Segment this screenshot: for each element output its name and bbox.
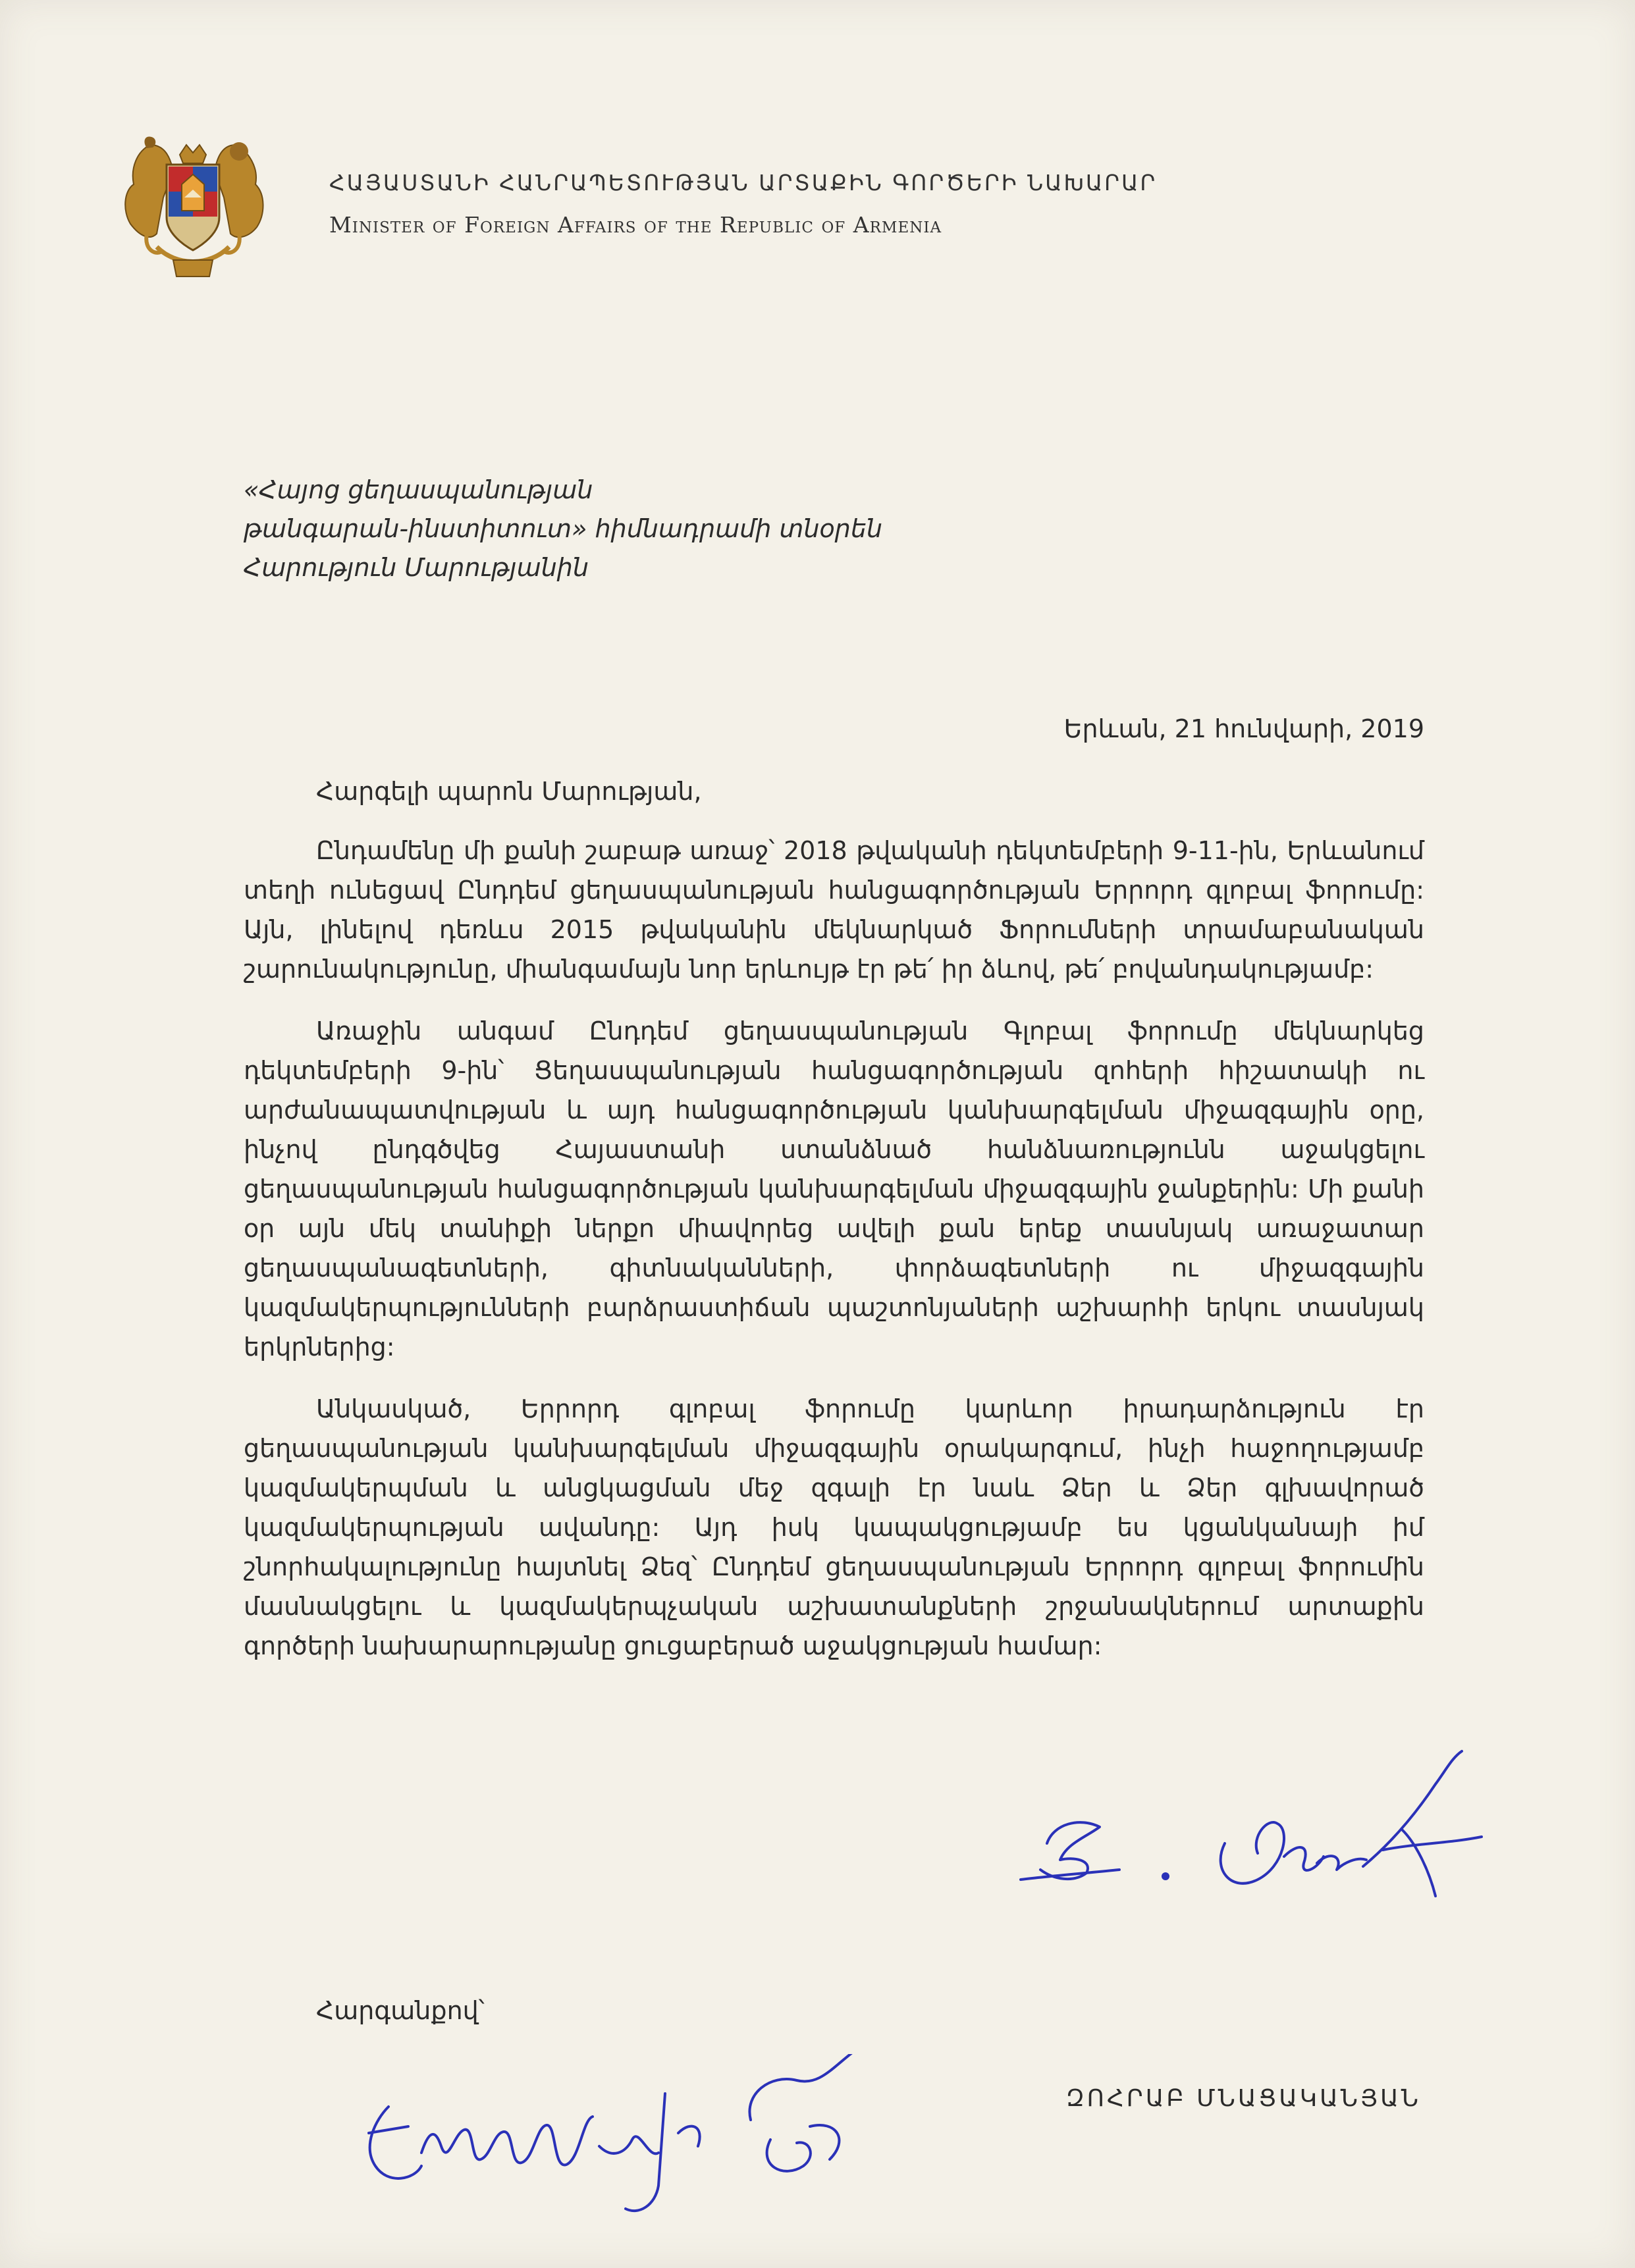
closing: Հարգանքով՝ [316, 1996, 485, 2025]
salutation: Հարգելի պարոն Մարության, [316, 777, 702, 806]
addressee-block [244, 471, 882, 587]
minister-signature [1007, 1745, 1521, 1916]
letter-date: Երևան, 21 հունվարի, 2019 [1063, 714, 1424, 743]
addressee-line: թանգարան-ինստիտուտ» հիմնադրամի տնօրեն [244, 514, 883, 543]
letterhead-armenian: ՀԱՅԱՍՏԱՆԻ ՀԱՆՐԱՊԵՏՈՒԹՅԱՆ ԱՐՏԱՔԻՆ ԳՈՐԾԵՐԻ ՆԱԽԱՐԱՐ [329, 170, 1158, 196]
letterhead-english: Minister of Foreign Affairs of the Republic of Armenia [329, 212, 942, 238]
paragraph: Առաջին անգամ Ընդդեմ ցեղասպանության Գլոբալ ֆորումը մեկնարկեց դեկտեմբերի 9-ին՝ Ցեղասպանության հանցագործության զոհերի հիշատակի ու արժանապատվության և այդ հանցագործության կանխարգելման միջազգային օրը, ինչով ընդգծվեց Հայաստանի ստանձնած հանձնառությունն աջակցելու ցեղասպանության հանցագործության կանխարգելման միջազգային ջանքերին: Մի քանի օր այն մեկ տանիքի ներքո միավորեց ավելի քան երեք տասնյակ առաջատար ցեղասպանագետների, գիտնականների, փորձագետների ու միջազգային կազմակերպությունների բարձրաստիճան պաշտոնյաների աշխարհի երկու տասնյակ երկրներից: [244, 1016, 1424, 1361]
paragraph: Անկասկած, Երրորդ գլոբալ ֆորումը կարևոր իրադարձություն էր ցեղասպանության կանխարգելման միջազգային օրակարգում, ինչի հաջողությամբ կազմակերպման և անցկացման մեջ զգալի էր նաև Ձեր և Ձեր գլխավորած կազմակերպության ավանդը: Այդ իսկ կապակցությամբ ես կցանկանայի իմ շնորհակալությունը հայտնել Ձեզ՝ Ընդդեմ ցեղասպանության Երրորդ գլոբալ ֆորումին մասնակցելու և կազմակերպչական աշխատանքների շրջանակներում արտաքին գործերի նախարարությանը ցուցաբերած աջակցության համար: [244, 1394, 1424, 1660]
letter-body [244, 831, 1424, 1688]
paragraph: Ընդամենը մի քանի շաբաթ առաջ՝ 2018 թվականի դեկտեմբերի 9-11-ին, Երևանում տեղի ունեցավ Ընդդեմ ցեղասպանության հանցագործության Երրորդ գլոբալ ֆորումը: Այն, լինելով դեռևս 2015 թվականին մեկնարկած Ֆորումների տրամաբանական շարունակությունը, միանգամայն նոր երևույթ էր թե՛ իր ձևով, թե՛ բովանդակությամբ: [244, 836, 1424, 984]
addressee-line: «Հայոց ցեղասպանության [244, 475, 593, 504]
handwritten-note-signature [349, 2054, 928, 2252]
addressee-line: Հարություն Մարությանին [244, 553, 589, 582]
armenian-coat-of-arms-icon [111, 119, 275, 283]
signer-name: ԶՈՀՐԱԲ ՄՆԱՑԱԿԱՆՅԱՆ [1065, 2085, 1421, 2112]
